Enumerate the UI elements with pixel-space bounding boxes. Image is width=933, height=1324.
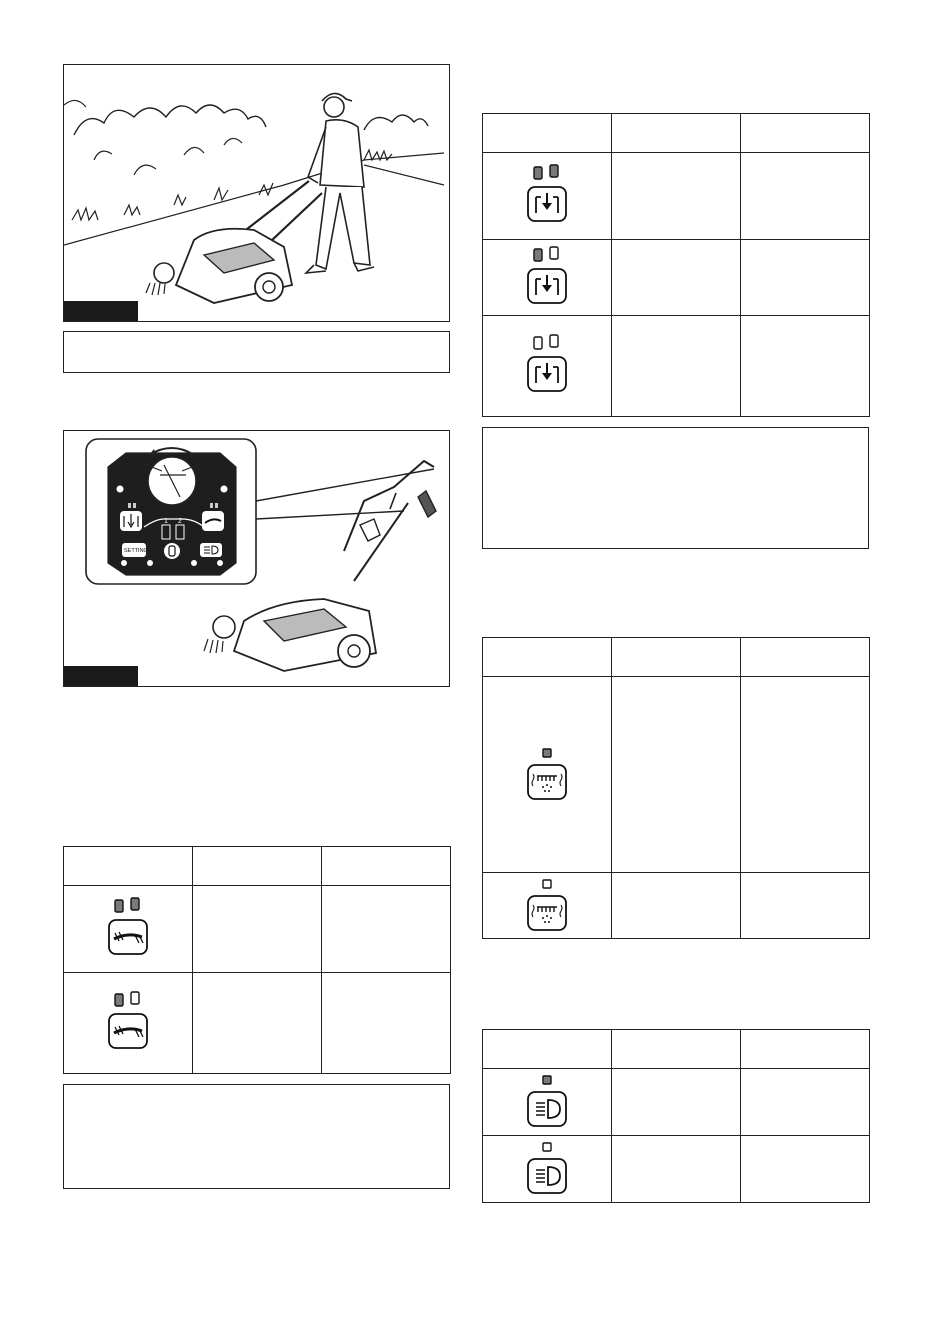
dust-filter-icon [525, 746, 569, 804]
table-row [64, 973, 451, 1074]
table-row [483, 240, 870, 316]
figure-tag [64, 301, 138, 321]
brush-height-indicator-table [482, 113, 870, 417]
icon-cell [483, 873, 612, 939]
dust-filter-icon [525, 877, 569, 935]
table-cell [612, 1069, 741, 1136]
icon-cell [483, 316, 612, 417]
table-row [483, 153, 870, 240]
icon-cell [483, 153, 612, 240]
table-header-row [483, 114, 870, 153]
table-cell [322, 973, 451, 1074]
table-row [483, 677, 870, 873]
header-cell [741, 638, 870, 677]
icon-cell [483, 677, 612, 873]
brush-height-icon [525, 164, 569, 228]
table-row [483, 1069, 870, 1136]
table-header-row [483, 1030, 870, 1069]
note-box [482, 427, 869, 549]
table-cell [612, 316, 741, 417]
note-box [63, 1084, 450, 1189]
table-row [483, 316, 870, 417]
light-indicator-table [482, 1029, 870, 1203]
header-cell [612, 638, 741, 677]
icon-cell [64, 973, 193, 1074]
roller-indicator-table [63, 846, 451, 1074]
battery-number-2: 2 [178, 518, 182, 525]
figure-control-panel [63, 430, 450, 687]
table-header-row [483, 638, 870, 677]
header-cell [483, 1030, 612, 1069]
header-cell [483, 114, 612, 153]
roller-icon [106, 897, 150, 961]
icon-cell [483, 1136, 612, 1203]
table-row [483, 873, 870, 939]
table-cell [741, 1136, 870, 1203]
table-cell [193, 973, 322, 1074]
table-cell [741, 677, 870, 873]
header-cell [483, 638, 612, 677]
table-cell [741, 1069, 870, 1136]
icon-cell [483, 240, 612, 316]
table-cell [741, 873, 870, 939]
headlight-icon [525, 1140, 569, 1198]
battery-number-1: 1 [164, 518, 168, 525]
table-cell [193, 886, 322, 973]
operator-illustration [64, 65, 448, 320]
dust-indicator-table [482, 637, 870, 939]
header-cell [64, 847, 193, 886]
table-row [483, 1136, 870, 1203]
icon-cell [483, 1069, 612, 1136]
roller-icon [106, 991, 150, 1055]
headlight-icon [525, 1073, 569, 1131]
caption-box [63, 331, 450, 373]
setting-button-label: SETTING [124, 548, 148, 554]
control-panel-illustration [64, 431, 448, 685]
table-header-row [64, 847, 451, 886]
header-cell [741, 1030, 870, 1069]
table-cell [612, 677, 741, 873]
table-cell [612, 153, 741, 240]
header-cell [322, 847, 451, 886]
table-cell [741, 316, 870, 417]
table-cell [612, 1136, 741, 1203]
header-cell [612, 114, 741, 153]
table-cell [741, 240, 870, 316]
header-cell [193, 847, 322, 886]
figure-operator-sweeper [63, 64, 450, 322]
table-cell [612, 240, 741, 316]
table-cell [741, 153, 870, 240]
brush-height-icon [525, 334, 569, 398]
table-cell [322, 886, 451, 973]
table-cell [612, 873, 741, 939]
table-row [64, 886, 451, 973]
figure-tag [64, 666, 138, 686]
header-cell [741, 114, 870, 153]
header-cell [612, 1030, 741, 1069]
icon-cell [64, 886, 193, 973]
brush-height-icon [525, 246, 569, 310]
